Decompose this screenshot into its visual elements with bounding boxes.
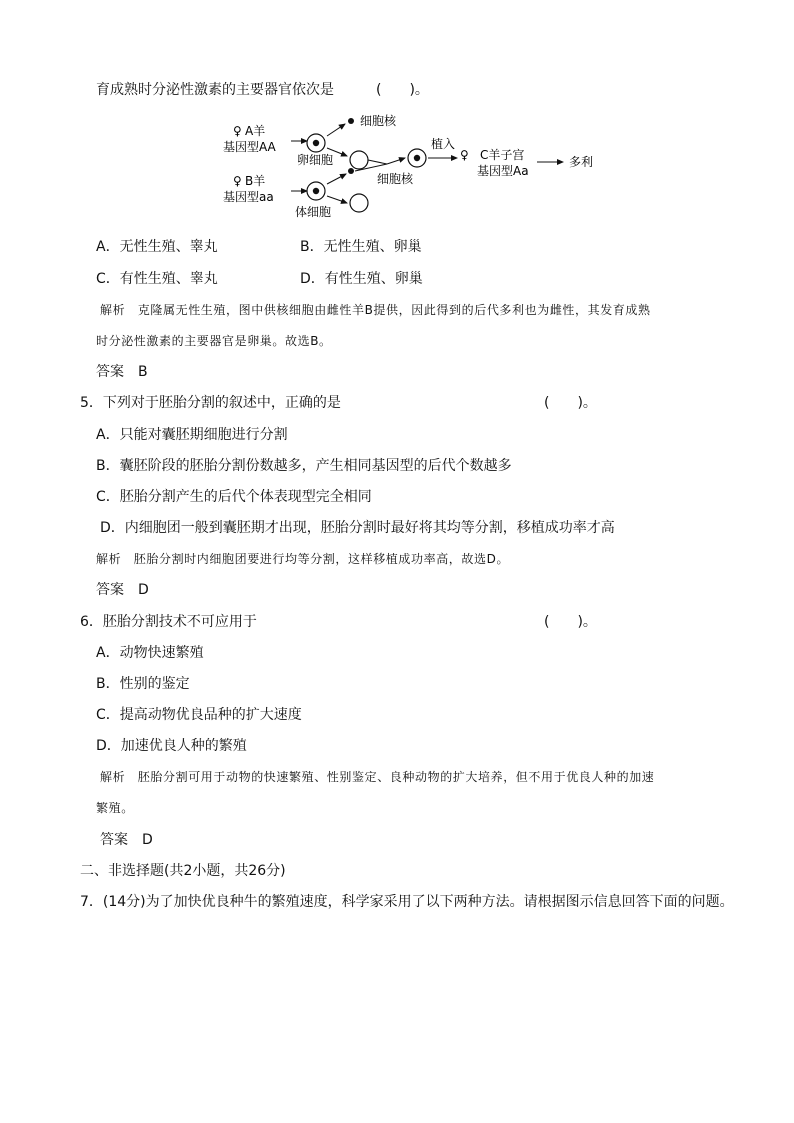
egg-cell-label: 卵细胞: [297, 153, 334, 167]
q6-option-d: D．加速优良人种的繁殖: [96, 738, 247, 754]
genotype-b-label: 基因型aa: [223, 190, 274, 204]
sheep-b-label: B羊: [245, 174, 266, 188]
implant-label: 植入: [431, 137, 456, 151]
q5-analysis: 解析 胚胎分割时内细胞团要进行均等分割，这样移植成功率高，故选D。: [96, 552, 510, 566]
female-symbol-c: ♀: [460, 148, 469, 162]
nucleus-dot-top: [348, 118, 354, 124]
uterus-label: C羊子宫: [480, 148, 525, 162]
nucleus-dot-bottom: [348, 168, 354, 174]
genotype-a-label: 基因型AA: [223, 140, 276, 154]
q4-answer: 答案 B: [96, 364, 148, 380]
q6-answer: 答案 D: [100, 832, 153, 848]
q6-option-c: C．提高动物优良品种的扩大速度: [96, 707, 302, 723]
sheep-a-label: A羊: [245, 124, 266, 138]
q6-option-b: B．性别的鉴定: [96, 676, 190, 692]
q5-option-a: A．只能对囊胚期细胞进行分割: [96, 427, 288, 443]
cloning-diagram: [215, 108, 615, 220]
q7-stem: 7．(14分)为了加快优良种牛的繁殖速度，科学家采用了以下两种方法。请根据图示信息回答下面的问题。: [80, 894, 734, 910]
q4-answer-paren: ( )。: [376, 82, 429, 98]
female-symbol-b: ♀: [233, 174, 242, 188]
q5-answer: 答案 D: [96, 582, 149, 598]
q5-option-d: D．内细胞团一般到囊胚期才出现，胚胎分割时最好将其均等分割，移植成功率才高: [100, 520, 615, 536]
q4-option-a: A．无性生殖、睾丸: [96, 239, 218, 255]
q6-answer-paren: ( )。: [544, 614, 597, 630]
q6-stem: 6．胚胎分割技术不可应用于: [80, 614, 257, 630]
q4-option-d: D．有性生殖、卵巢: [300, 271, 423, 287]
q5-stem: 5．下列对于胚胎分割的叙述中，正确的是: [80, 395, 341, 411]
genotype-c-label: 基因型Aa: [477, 164, 529, 178]
q4-stem-tail: 育成熟时分泌性激素的主要器官依次是: [96, 82, 334, 98]
nucleus-top-label: 细胞核: [360, 114, 397, 128]
q4-option-c: C．有性生殖、睾丸: [96, 271, 218, 287]
q6-analysis-line-1: 解析 胚胎分割可用于动物的快速繁殖、性别鉴定、良种动物的扩大培养，但不用于优良人种的加速: [100, 770, 655, 784]
q4-analysis-line-2: 时分泌性激素的主要器官是卵巢。故选B。: [96, 334, 332, 348]
q5-option-c: C．胚胎分割产生的后代个体表现型完全相同: [96, 489, 372, 505]
q5-option-b: B．囊胚阶段的胚胎分割份数越多，产生相同基因型的后代个数越多: [96, 458, 512, 474]
q5-answer-paren: ( )。: [544, 395, 597, 411]
body-cell-label: 体细胞: [295, 205, 332, 219]
discarded-cell-icon: [350, 194, 368, 212]
female-symbol-a: ♀: [233, 124, 242, 138]
q6-analysis-line-2: 繁殖。: [96, 801, 134, 815]
enucleated-egg-icon: [350, 151, 368, 169]
q4-analysis-line-1: 解析 克隆属无性生殖，图中供核细胞由雌性羊B提供，因此得到的后代多利也为雌性，其发育成熟: [100, 303, 651, 317]
nucleus-bottom-label: 细胞核: [377, 172, 414, 186]
dolly-label: 多利: [569, 155, 594, 169]
q6-option-a: A．动物快速繁殖: [96, 645, 204, 661]
q4-option-b: B．无性生殖、卵巢: [300, 239, 422, 255]
section-heading: 二、非选择题(共2小题，共26分): [80, 863, 286, 879]
